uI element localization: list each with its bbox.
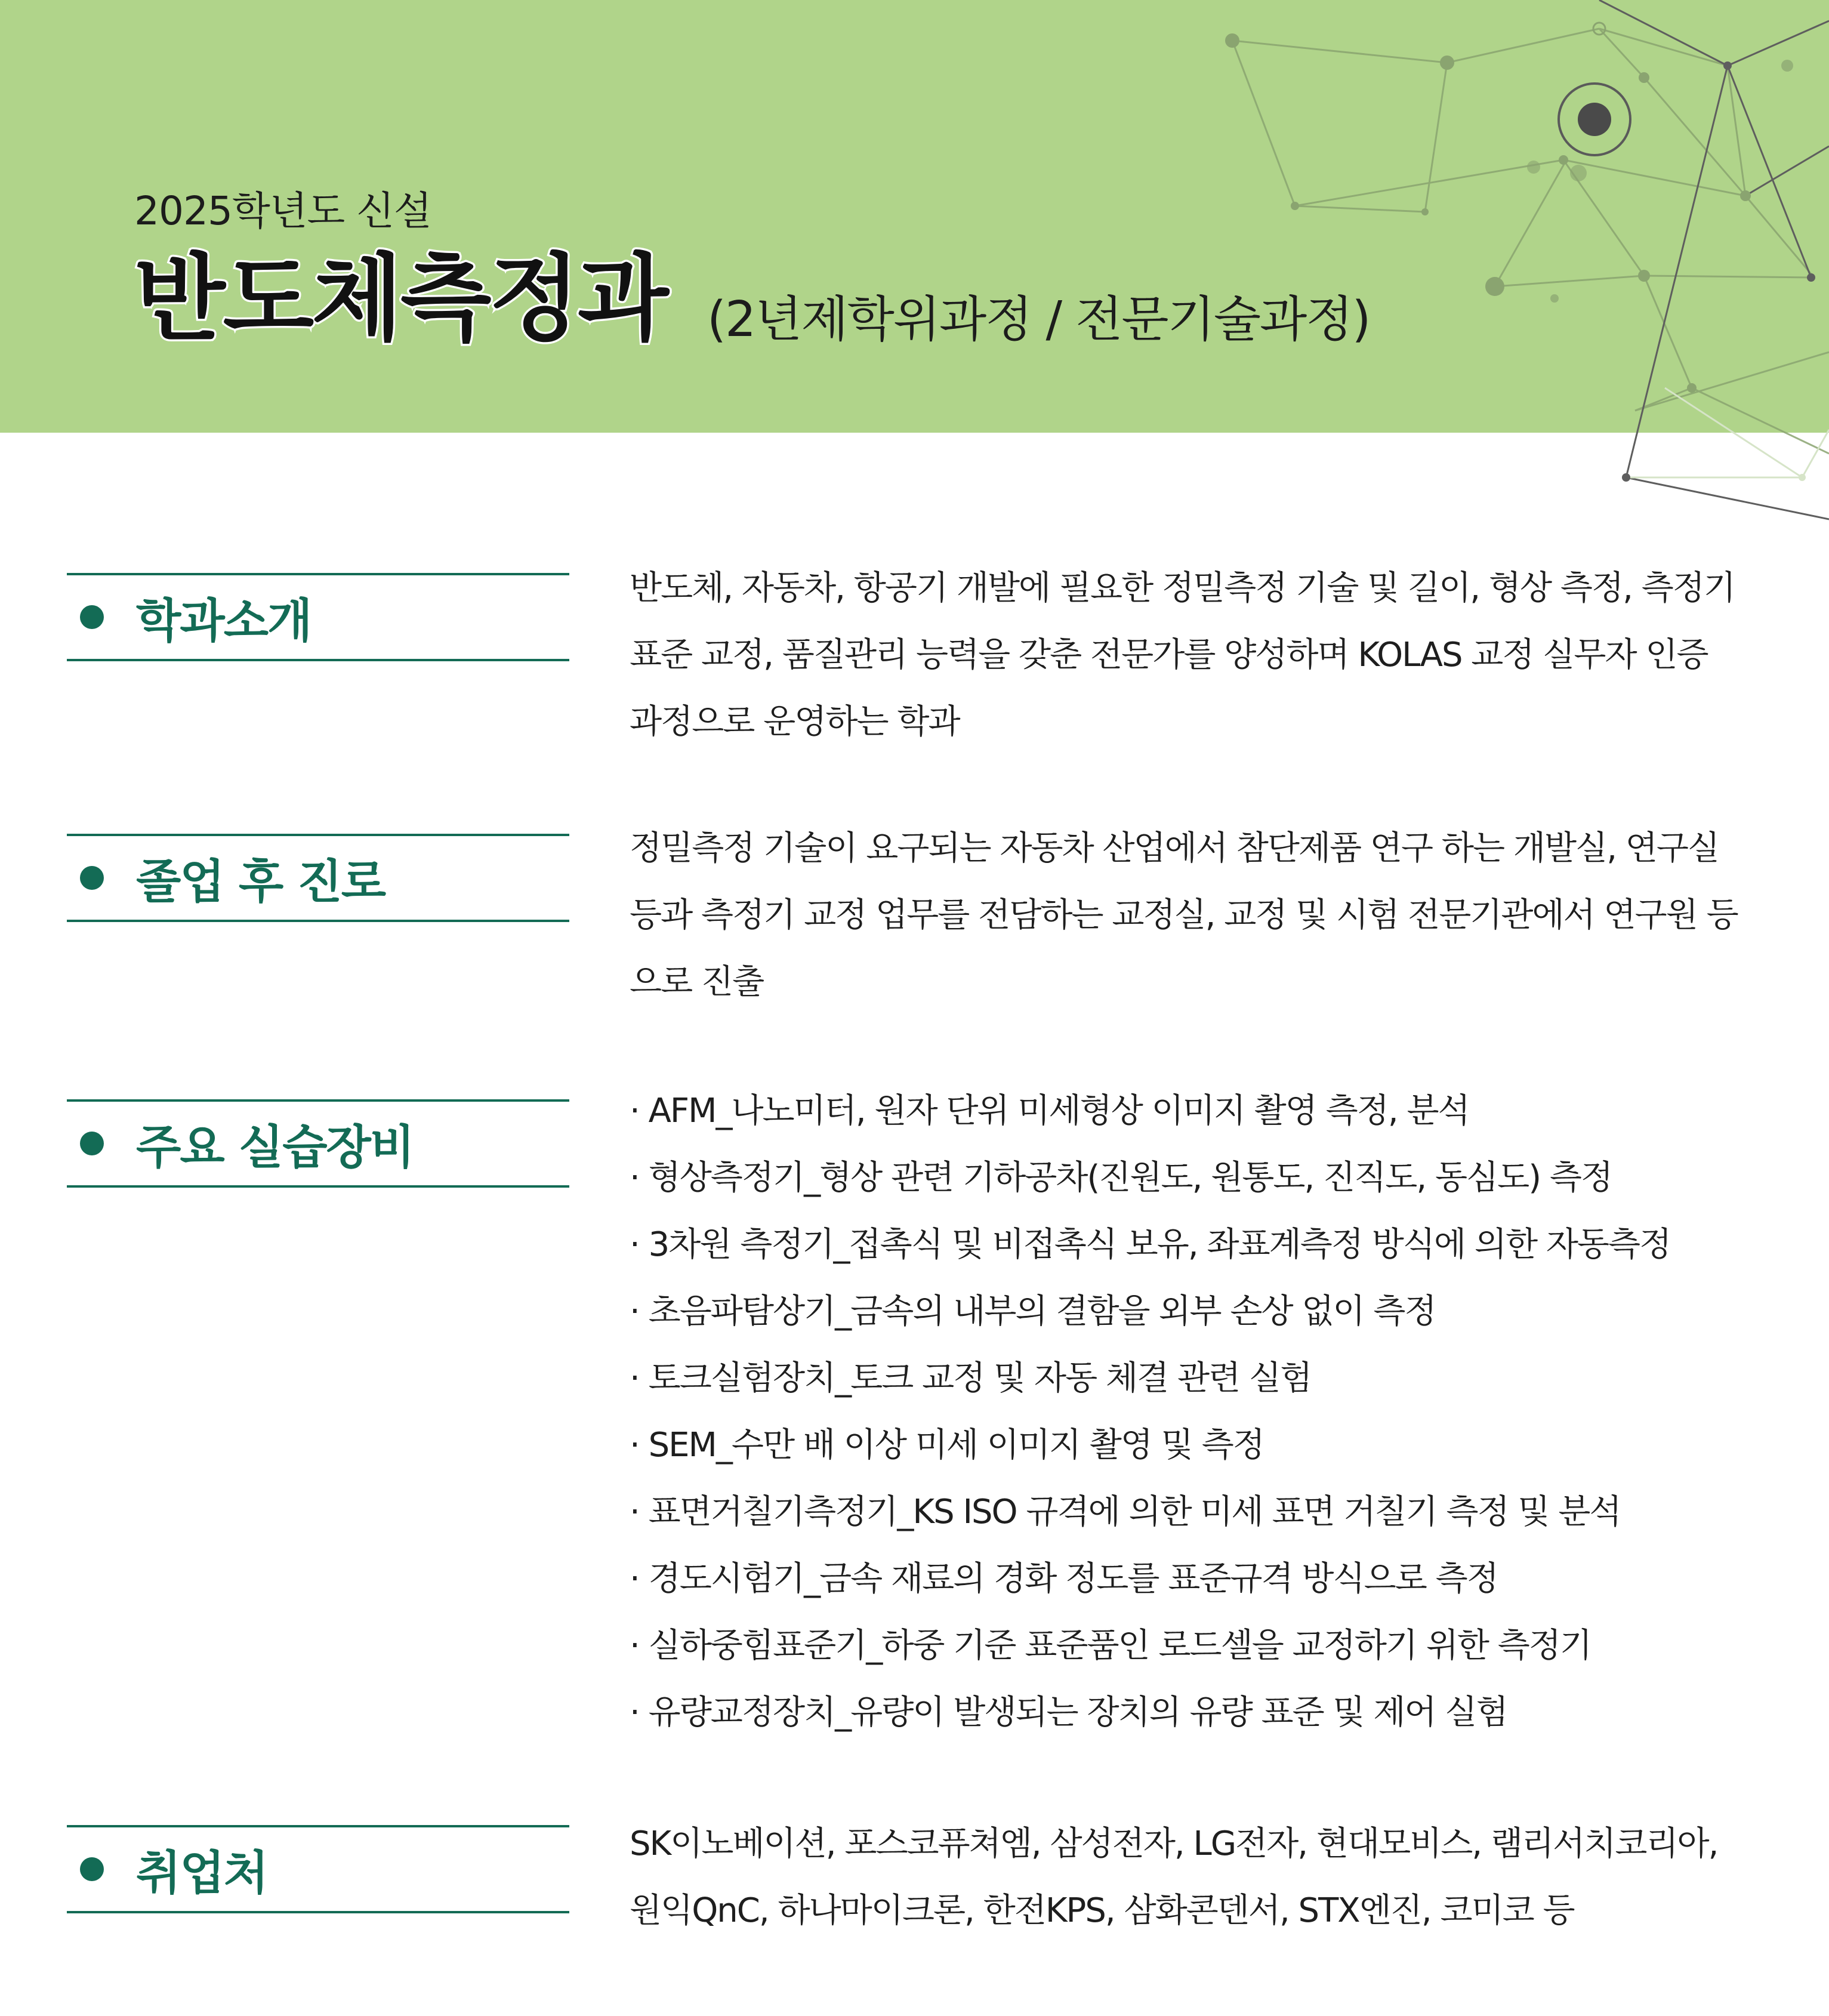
list-item: · AFM_나노미터, 원자 단위 미세형상 이미지 촬영 측정, 분석 <box>630 1092 1469 1130</box>
list-item: · 형상측정기_형상 관련 기하공차(진원도, 원통도, 진직도, 동심도) 측정 <box>630 1158 1612 1197</box>
section-label: 졸업 후 진로 <box>136 855 385 909</box>
bullet-icon <box>80 1132 104 1155</box>
section-header-career <box>67 834 569 922</box>
section-header-intro <box>67 573 569 661</box>
list-item: · 3차원 측정기_접촉식 및 비접촉식 보유, 좌표계측정 방식에 의한 자동측정 <box>630 1225 1671 1264</box>
section-label: 취업처 <box>136 1847 268 1900</box>
section-body-equipment <box>630 1078 1763 1746</box>
page-title: 반도체측정과 <box>134 244 667 354</box>
body-line: 정밀측정 기술이 요구되는 자동차 산업에서 참단제품 연구 하는 개발실, 연구실 <box>630 829 1719 868</box>
body-line: 표준 교정, 품질관리 능력을 갖춘 전문가를 양성하며 KOLAS 교정 실무자 인증 <box>630 636 1708 674</box>
list-item: · 실하중힘표준기_하중 기준 표준품인 로드셀을 교정하기 위한 측정기 <box>630 1626 1591 1665</box>
body-line: SK이노베이션, 포스코퓨쳐엠, 삼성전자, LG전자, 현대모비스, 램리서치코리아, <box>630 1824 1718 1863</box>
section-label: 주요 실습장비 <box>136 1121 414 1175</box>
list-item: · 유량교정장치_유량이 발생되는 장치의 유량 표준 및 제어 실험 <box>630 1693 1507 1732</box>
body-line: 등과 측정기 교정 업무를 전담하는 교정실, 교정 및 시험 전문기관에서 연구원 등 <box>630 896 1738 935</box>
body-line: 원익QnC, 하나마이크론, 한전KPS, 삼화콘덴서, STX엔진, 코미코 등 <box>630 1891 1574 1930</box>
body-line: 으로 진출 <box>630 963 764 1001</box>
list-item: · 토크실험장치_토크 교정 및 자동 체결 관련 실험 <box>630 1359 1312 1398</box>
body-line: 과정으로 운영하는 학과 <box>630 702 960 741</box>
section-body-employment <box>630 1811 1763 1944</box>
list-item: · 초음파탐상기_금속의 내부의 결함을 외부 손상 없이 측정 <box>630 1292 1436 1331</box>
body-line: 반도체, 자동차, 항공기 개발에 필요한 정밀측정 기술 및 길이, 형상 측정, 측정기 <box>630 569 1735 608</box>
equipment-list <box>630 1078 1763 1746</box>
bullet-icon <box>80 605 104 629</box>
bullet-icon <box>80 1857 104 1881</box>
section-body-career <box>630 815 1763 1016</box>
section-body-intro <box>630 555 1763 756</box>
title-course-type: (2년제학위과정 / 전문기술과정) <box>707 291 1370 348</box>
bullet-icon <box>80 866 104 890</box>
list-item: · 경도시험기_금속 재료의 경화 정도를 표준규격 방식으로 측정 <box>630 1559 1498 1598</box>
section-header-employment <box>67 1825 569 1913</box>
section-label: 학과소개 <box>136 594 311 648</box>
list-item: · 표면거칠기측정기_KS ISO 규격에 의한 미세 표면 거칠기 측정 및 분석 <box>630 1493 1621 1531</box>
section-header-equipment <box>67 1099 569 1188</box>
subtitle: 2025학년도 신설 <box>134 188 431 234</box>
list-item: · SEM_수만 배 이상 미세 이미지 촬영 및 측정 <box>630 1426 1264 1465</box>
